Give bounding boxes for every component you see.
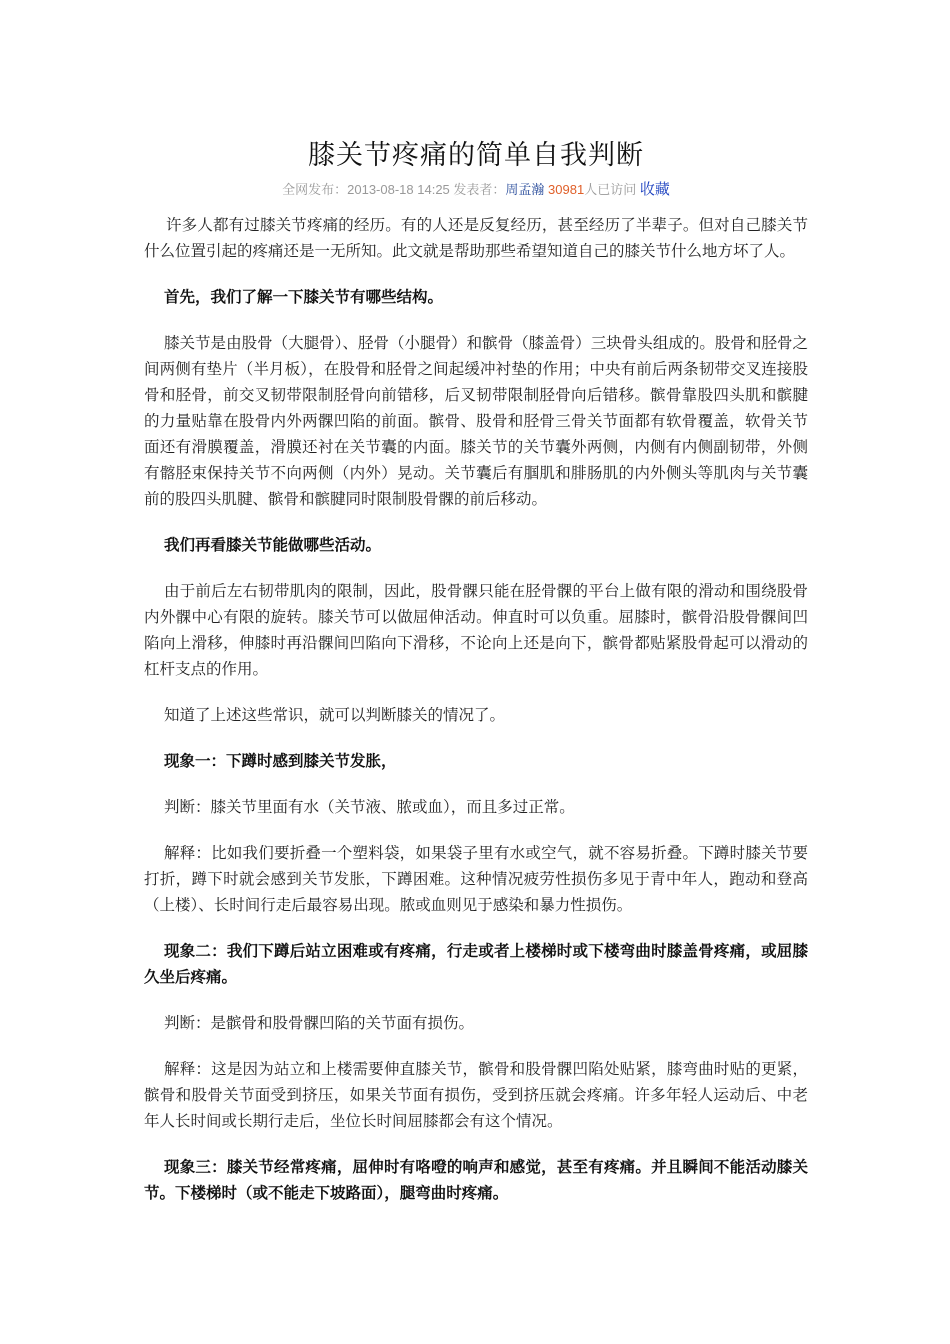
favorite-link[interactable]: 收藏 [639, 181, 670, 198]
symptom-heading: 现象一：下蹲时感到膝关节发胀， [164, 751, 397, 770]
paragraph-intro: 许多人都有过膝关节疼痛的经历。有的人还是反复经历，甚至经历了半辈子。但对自己膝关节什么位置引起的疼痛还是一无所知。此文就是帮助那些希望知道自己的膝关节什么地方坏了人。 [144, 216, 808, 260]
article-title: 膝关节疼痛的简单自我判断 [308, 140, 644, 171]
article-body [144, 212, 808, 1226]
judgment: 判断：膝关节里面有水（关节液、脓或血），而且多过正常。 [164, 798, 575, 816]
explanation: 解释：比如我们要折叠一个塑料袋，如果袋子里有水或空气，就不容易折叠。下蹲时膝关节要打折，蹲下时就会感到关节发胀，下蹲困难。这种情况疲劳性损伤多见于青中年人，跑动和登高（上楼）、长时间行走后最容易出现。脓或血则见于感染和暴力性损伤。 [144, 844, 808, 914]
view-count: 30981 [548, 182, 585, 197]
article-meta [144, 178, 808, 199]
section-heading: 首先，我们了解一下膝关节有哪些结构。 [164, 287, 444, 306]
symptom-heading: 现象二：我们下蹲后站立困难或有疼痛，行走或者上楼梯时或下楼弯曲时膝盖骨疼痛，或屈膝久坐后疼痛。 [144, 941, 808, 986]
symptom-heading: 现象三：膝关节经常疼痛，屈伸时有咯噔的响声和感觉，甚至有疼痛。并且瞬间不能活动膝关节。下楼梯时（或不能走下坡路面），腿弯曲时疼痛。 [144, 1157, 808, 1202]
author-link[interactable]: 周孟瀚 [505, 182, 545, 197]
paragraph: 由于前后左右韧带肌肉的限制，因此，股骨髁只能在胫骨髁的平台上做有限的滑动和围绕股骨内外髁中心有限的旋转。膝关节可以做屈伸活动。伸直时可以负重。屈膝时，髌骨沿股骨髁间凹陷向上滑移，伸膝时再沿髁间凹陷向下滑移，不论向上还是向下，髌骨都贴紧股骨起可以滑动的杠杆支点的作用。 [144, 582, 808, 678]
meta-prefix: 全网发布：2013-08-18 14:25 发表者： [282, 182, 506, 197]
explanation: 解释：这是因为站立和上楼需要伸直膝关节，髌骨和股骨髁凹陷处贴紧，膝弯曲时贴的更紧，髌骨和股骨关节面受到挤压，如果关节面有损伤，受到挤压就会疼痛。许多年轻人运动后、中老年人长时间或长期行走后，坐位长时间屈膝都会有这个情况。 [144, 1060, 808, 1130]
judgment: 判断：是髌骨和股骨髁凹陷的关节面有损伤。 [164, 1014, 475, 1032]
paragraph: 膝关节是由股骨（大腿骨）、胫骨（小腿骨）和髌骨（膝盖骨）三块骨头组成的。股骨和胫骨之间两侧有垫片（半月板），在股骨和胫骨之间起缓冲衬垫的作用；中央有前后两条韧带交叉连接股骨和胫骨，前交叉韧带限制胫骨向前错移，后叉韧带限制胫骨向后错移。髌骨靠股四头肌和髌腱的力量贴靠在股骨内外两髁凹陷的前面。髌骨、股骨和胫骨三骨关节面都有软骨覆盖，软骨关节面还有滑膜覆盖，滑膜还衬在关节囊的内面。膝关节的关节囊外两侧，内侧有内侧副韧带，外侧有髂胫束保持关节不向两侧（内外）晃动。关节囊后有腘肌和腓肠肌的内外侧头等肌肉与关节囊前的股四头肌腱、髌骨和髌腱同时限制股骨髁的前后移动。 [144, 334, 808, 508]
section-heading: 我们再看膝关节能做哪些活动。 [164, 535, 382, 554]
paragraph: 知道了上述这些常识，就可以判断膝关的情况了。 [164, 706, 506, 724]
view-suffix: 人已访问 [584, 182, 637, 197]
